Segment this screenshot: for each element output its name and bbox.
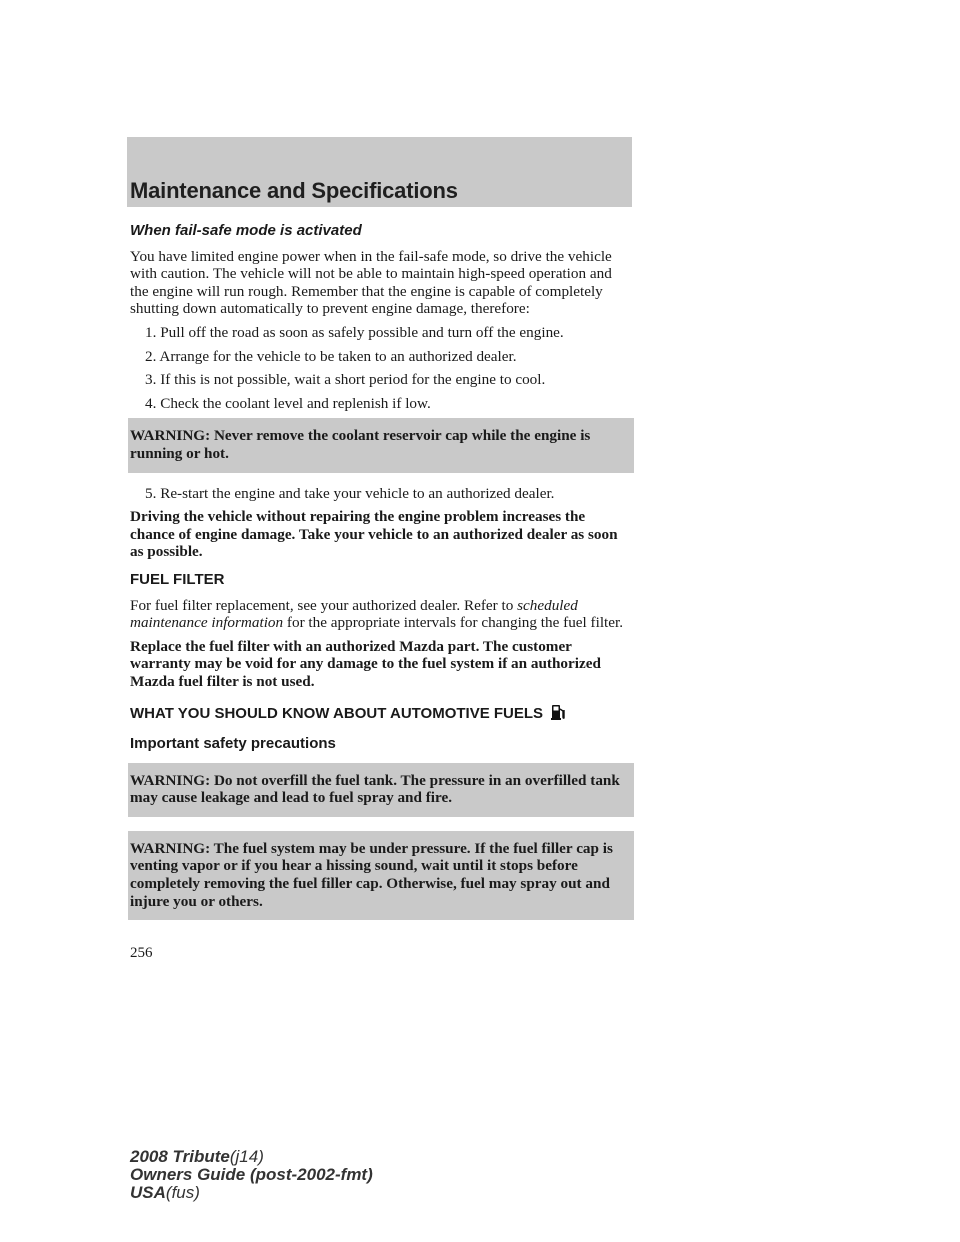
scheduled-maintenance-reference: scheduled maintenance information [130, 596, 578, 632]
step-1: 1. Pull off the road as soon as safely possible and turn off the engine. [145, 323, 564, 341]
footer-line-3: USA(fus) [130, 1183, 200, 1202]
warning-overfill: WARNING: Do not overfill the fuel tank. The pressure in an overfilled tank may cause leakage and lead to fuel spray and fire. [128, 763, 634, 817]
footer-line-1: 2008 Tribute(j14) [130, 1147, 264, 1166]
fuel-filter-bold-note: Replace the fuel filter with an authorized Mazda part. The customer warranty may be void for any damage to the fuel system if an authorized Mazda fuel filter is not used. [130, 637, 601, 690]
section-heading-fuels: WHAT YOU SHOULD KNOW ABOUT AUTOMOTIVE FUELS [130, 702, 632, 723]
warning-fuel-pressure: WARNING: The fuel system may be under pressure. If the fuel filler cap is venting vapor or if you hear a hissing sound, wait until it stops before completely removing the fuel filler cap. Otherwise, fuel may spray out and injure you or others. [128, 831, 634, 920]
fail-safe-bold-note: Driving the vehicle without repairing the engine problem increases the chance of engine damage. Take your vehicle to an authorized dealer as soon as possible. [130, 508, 618, 561]
fail-safe-intro: You have limited engine power when in the fail-safe mode, so drive the vehicle with caution. The vehicle will not be able to maintain high-speed operation and the engine will run rough. Remember that the engine is capable of completely shutting down automatically to prevent engine damage, therefore: [130, 247, 612, 318]
step-2: 2. Arrange for the vehicle to be taken to an authorized dealer. [145, 347, 517, 365]
step-4: 4. Check the coolant level and replenish if low. [145, 394, 431, 412]
main-content [130, 222, 632, 932]
section-heading-fail-safe: When fail-safe mode is activated [130, 222, 362, 239]
step-3: 3. If this is not possible, wait a short period for the engine to cool. [145, 371, 546, 389]
warning-coolant: WARNING: Never remove the coolant reservoir cap while the engine is running or hot. [128, 418, 634, 472]
page-number: 256 [130, 945, 153, 961]
fuel-filter-text: For fuel filter replacement, see your authorized dealer. Refer to scheduled maintenance information for the appropriate intervals for changing the fuel filter. [130, 596, 624, 632]
footer [130, 1148, 373, 1202]
footer-line-2: Owners Guide (post-2002-fmt) [130, 1165, 373, 1184]
fuel-pump-icon [549, 702, 567, 722]
subheading-safety-precautions: Important safety precautions [130, 735, 336, 753]
section-heading-fuel-filter: FUEL FILTER [130, 570, 225, 588]
page-title: Maintenance and Specifications [130, 178, 458, 203]
step-5: 5. Re-start the engine and take your vehicle to an authorized dealer. [145, 484, 555, 502]
